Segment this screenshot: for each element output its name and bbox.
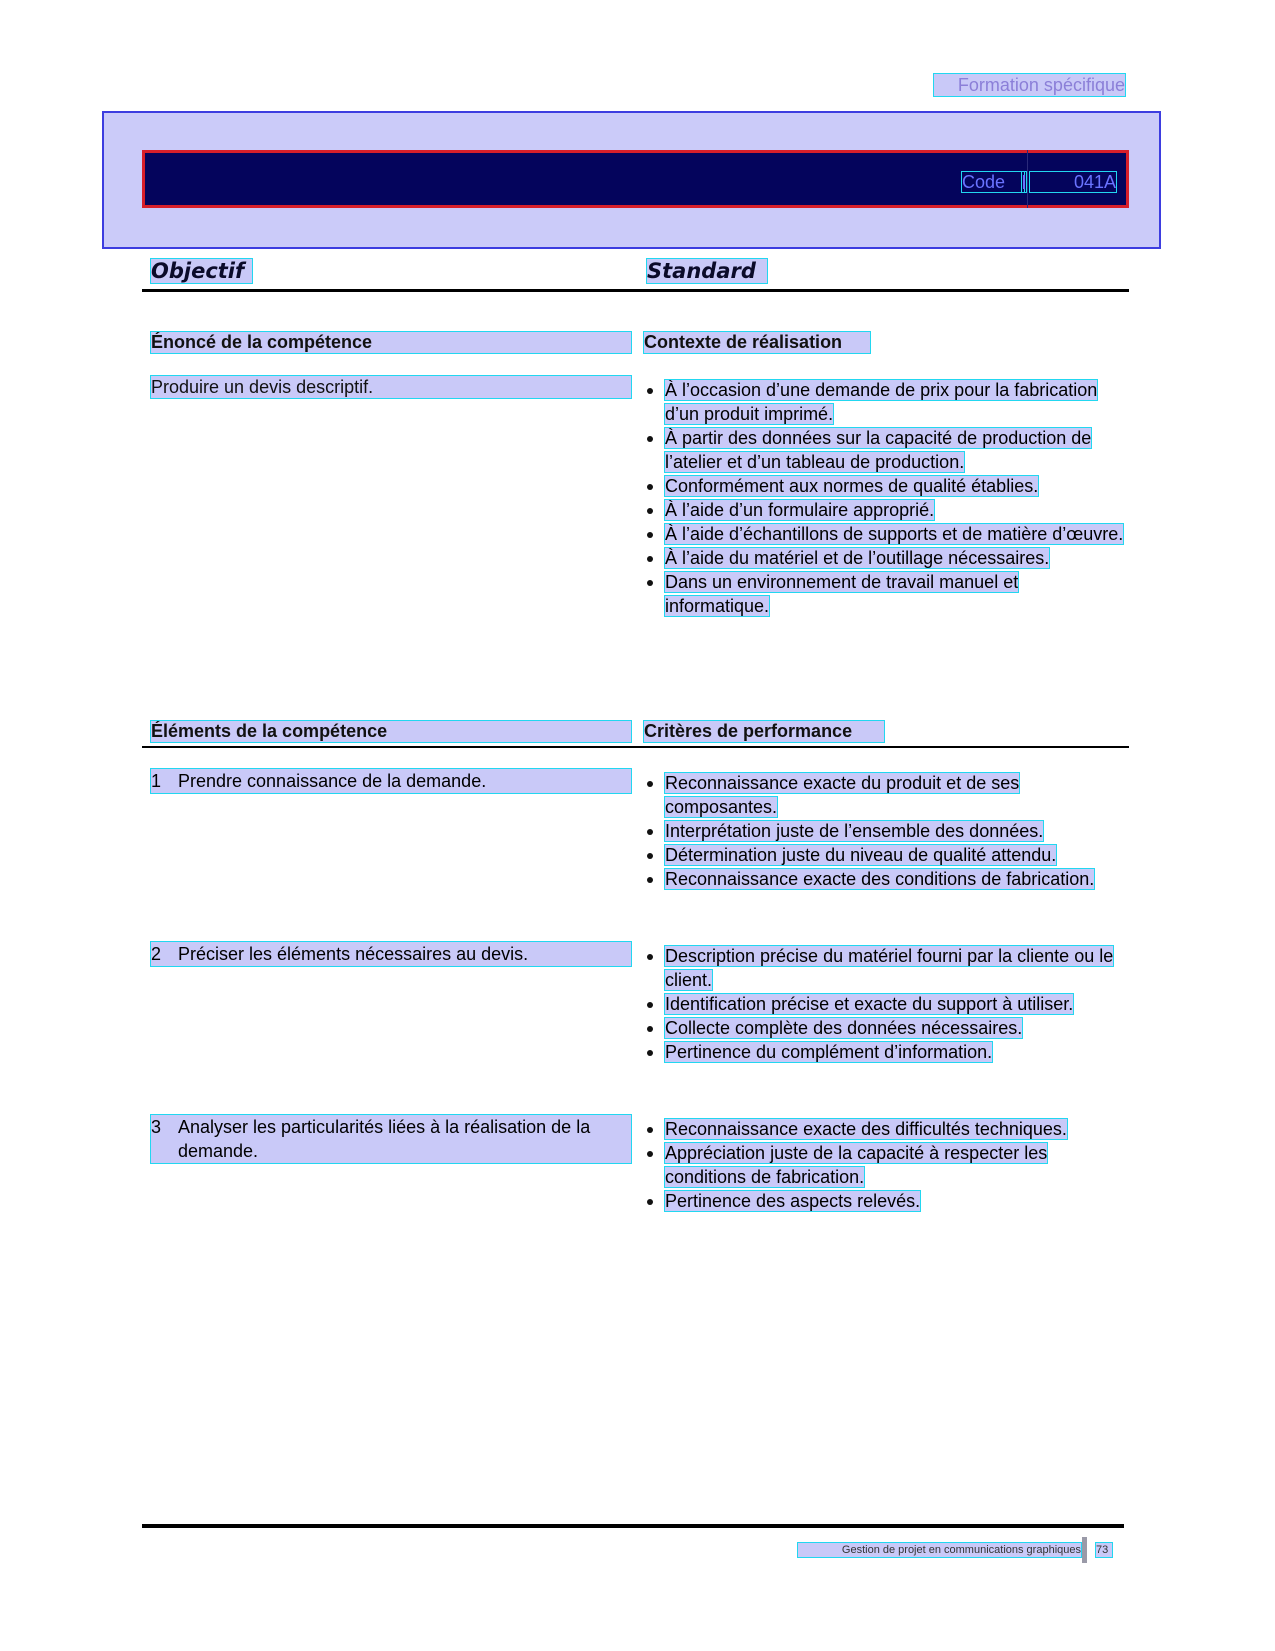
list-item: Détermination juste du niveau de qualité attendu. [665, 845, 1057, 865]
list-item: Interprétation juste de l’ensemble des données. [665, 821, 1044, 841]
page-number: 73 [1096, 1543, 1112, 1557]
footer-program-name: Gestion de projet en communications graphiques [798, 1543, 1081, 1557]
contexte-list [644, 378, 1124, 618]
column-heading-standard: Standard [647, 259, 767, 283]
elements-rule [142, 746, 1129, 748]
criteria-list-2 [644, 944, 1124, 1064]
heading-rule [142, 289, 1129, 292]
list-item: Description précise du matériel fourni par la cliente ou le client. [665, 946, 1114, 990]
enonce-text: Produire un devis descriptif. [151, 376, 631, 398]
competence-element-3 [151, 1115, 631, 1163]
list-item: À l’aide d’échantillons de supports et de matière d’œuvre. [665, 524, 1124, 544]
list-item: À l’aide du matériel et de l’outillage nécessaires. [665, 548, 1050, 568]
list-item: À l’aide d’un formulaire approprié. [665, 500, 935, 520]
list-item: Dans un environnement de travail manuel et informatique. [665, 572, 1019, 616]
competence-element-2 [151, 942, 631, 966]
element-text: Préciser les éléments nécessaires au devis. [178, 944, 529, 964]
criteria-list-1 [644, 771, 1124, 891]
list-item: Appréciation juste de la capacité à respecter les conditions de fabrication. [665, 1143, 1048, 1187]
element-number: 3 [151, 1117, 162, 1137]
code-divider [1027, 150, 1028, 208]
enonce-title: Énoncé de la compétence [151, 332, 631, 353]
footer-separator [1082, 1537, 1087, 1563]
list-item: Pertinence des aspects relevés. [665, 1191, 921, 1211]
code-separator-icon [1022, 172, 1026, 192]
criteria-list-3 [644, 1117, 1124, 1213]
contexte-title: Contexte de réalisation [644, 332, 870, 353]
element-number: 2 [151, 944, 162, 964]
list-item: Pertinence du complément d’information. [665, 1042, 993, 1062]
list-item: Identification précise et exacte du support à utiliser. [665, 994, 1074, 1014]
elements-title: Éléments de la compétence [151, 721, 631, 742]
column-heading-objectif: Objectif [151, 259, 252, 283]
element-text: Prendre connaissance de la demande. [178, 771, 487, 791]
list-item: Reconnaissance exacte des conditions de fabrication. [665, 869, 1095, 889]
element-number: 1 [151, 771, 162, 791]
list-item: Reconnaissance exacte du produit et de ses composantes. [665, 773, 1020, 817]
list-item: Collecte complète des données nécessaires. [665, 1018, 1023, 1038]
footer-rule [142, 1524, 1124, 1528]
element-text: Analyser les particularités liées à la réalisation de la demande. [178, 1117, 591, 1161]
list-item: À partir des données sur la capacité de production de l’atelier et d’un tableau de production. [665, 428, 1092, 472]
criteres-title: Critères de performance [644, 721, 884, 742]
competence-element-1 [151, 769, 631, 793]
list-item: Reconnaissance exacte des difficultés techniques. [665, 1119, 1067, 1139]
code-label: Code [962, 172, 1024, 192]
code-value: 041A [1030, 172, 1116, 192]
program-type-label: Formation spécifique [934, 74, 1125, 96]
list-item: À l’occasion d’une demande de prix pour la fabrication d’un produit imprimé. [665, 380, 1098, 424]
list-item: Conformément aux normes de qualité établies. [665, 476, 1039, 496]
